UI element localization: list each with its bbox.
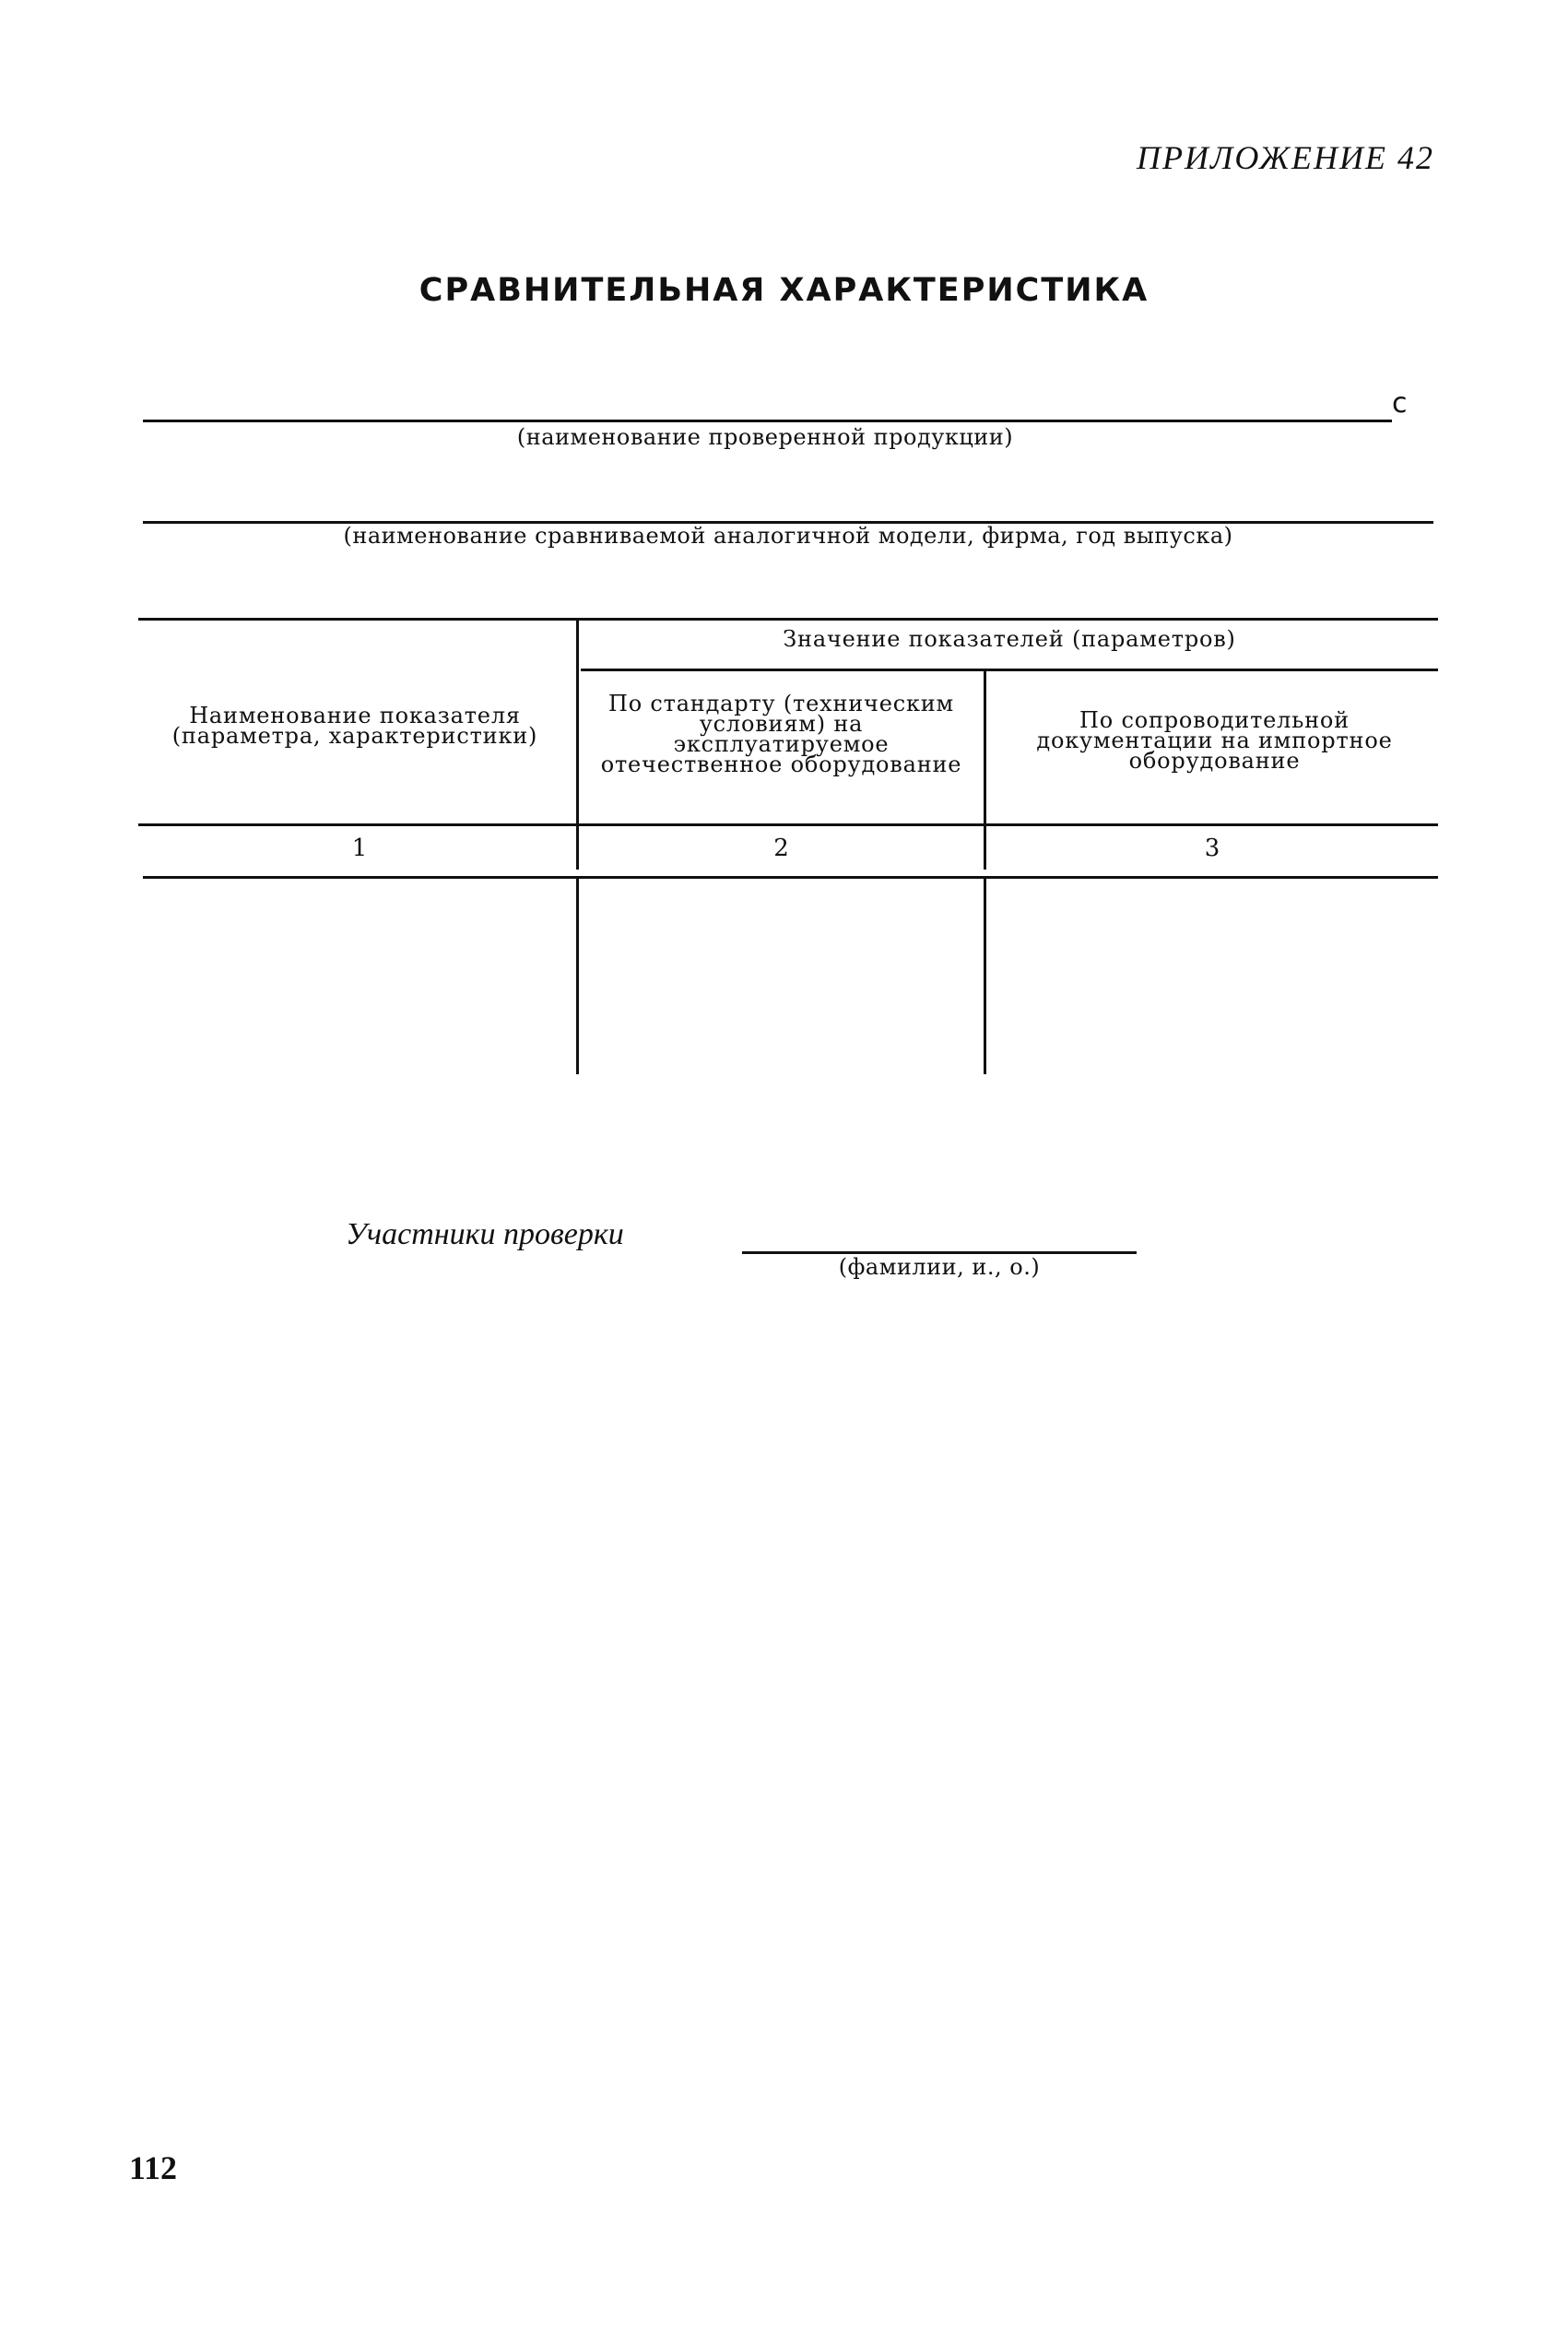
product-suffix: с xyxy=(1392,387,1408,420)
column-number-1: 1 xyxy=(351,835,368,862)
page-number: 112 xyxy=(129,2149,178,2186)
number-row-rule xyxy=(143,876,1438,879)
table-top-rule xyxy=(138,618,1438,621)
column-header-2: По стандарту (техническим условиям) на эксплуатируемое отечественное оборудование xyxy=(600,691,962,777)
body-divider-2 xyxy=(984,879,986,1074)
product-name-caption: (наименование проверенной продукции) xyxy=(516,424,1014,450)
appendix-number: ПРИЛОЖЕНИЕ 42 xyxy=(1137,139,1434,176)
group-header-rule xyxy=(581,669,1438,671)
column-number-2: 2 xyxy=(773,835,789,862)
column-number-3: 3 xyxy=(1204,835,1220,862)
header-bottom-rule xyxy=(138,823,1438,826)
product-name-line[interactable] xyxy=(143,420,1392,422)
column-header-1: Наименование показателя (параметра, характеристики) xyxy=(171,703,538,749)
page-title: СРАВНИТЕЛЬНАЯ ХАРАКТЕРИСТИКА xyxy=(419,272,1149,309)
body-divider-1 xyxy=(576,879,579,1074)
column-divider-1 xyxy=(576,621,579,870)
column-header-3: По сопроводительной документации на импортное оборудование xyxy=(1036,707,1393,774)
participants-caption: (фамилии, и., о.) xyxy=(838,1254,1041,1280)
model-name-caption: (наименование сравниваемой аналогичной модели, фирма, год выпуска) xyxy=(343,523,1233,549)
participants-label: Участники проверки xyxy=(346,1217,624,1251)
group-header: Значение показателей (параметров) xyxy=(783,626,1236,652)
